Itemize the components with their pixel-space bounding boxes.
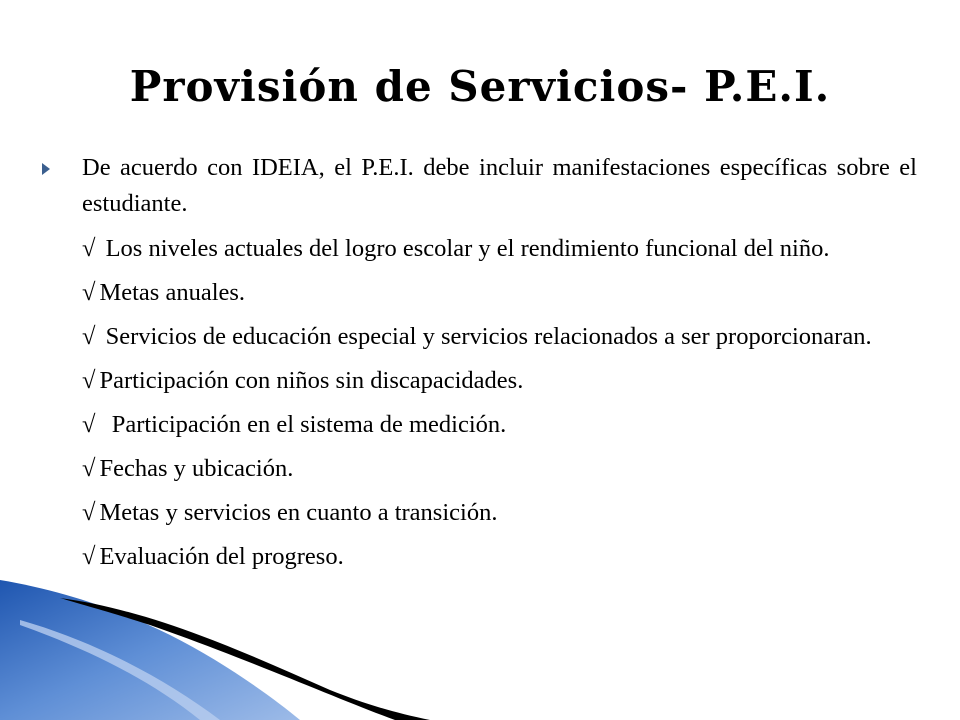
check-icon: √ xyxy=(82,543,96,570)
check-icon: √ xyxy=(82,323,96,350)
list-item-text: Participación en el sistema de medición. xyxy=(111,411,507,438)
list-item-text: Evaluación del progreso. xyxy=(99,543,344,570)
list-item-text: Metas y servicios en cuanto a transición. xyxy=(99,499,498,526)
decorative-wave xyxy=(0,580,960,720)
list-item xyxy=(42,495,917,531)
check-icon: √ xyxy=(82,279,96,306)
list-item-text: Los niveles actuales del logro escolar y el rendimiento funcional del niño. xyxy=(105,235,830,262)
list-item xyxy=(42,407,917,443)
check-icon: √ xyxy=(82,499,96,526)
list-item-text: Servicios de educación especial y servicios relacionados a ser proporcionaran. xyxy=(105,323,872,350)
list-item-text: Fechas y ubicación. xyxy=(99,455,294,482)
arrow-bullet-icon xyxy=(42,163,50,175)
check-icon: √ xyxy=(82,455,96,482)
list-item-text: Metas anuales. xyxy=(99,279,246,306)
list-item xyxy=(42,275,917,311)
check-icon: √ xyxy=(82,367,96,394)
slide-title: Provisión de Servicios- P.E.I. xyxy=(129,62,831,111)
bullet-intro-text: De acuerdo con IDEIA, el P.E.I. debe incluir manifestaciones específicas sobre el estudiante. xyxy=(82,154,917,217)
check-icon: √ xyxy=(82,235,96,262)
list-item xyxy=(42,319,917,355)
wave-blue-shape xyxy=(0,580,300,720)
slide-body xyxy=(42,150,917,583)
list-item xyxy=(42,539,917,575)
list-item xyxy=(42,231,917,267)
list-item xyxy=(42,451,917,487)
list-item xyxy=(42,363,917,399)
list-item-text: Participación con niños sin discapacidades. xyxy=(99,367,524,394)
check-icon: √ xyxy=(82,411,96,438)
bullet-intro xyxy=(42,150,917,222)
